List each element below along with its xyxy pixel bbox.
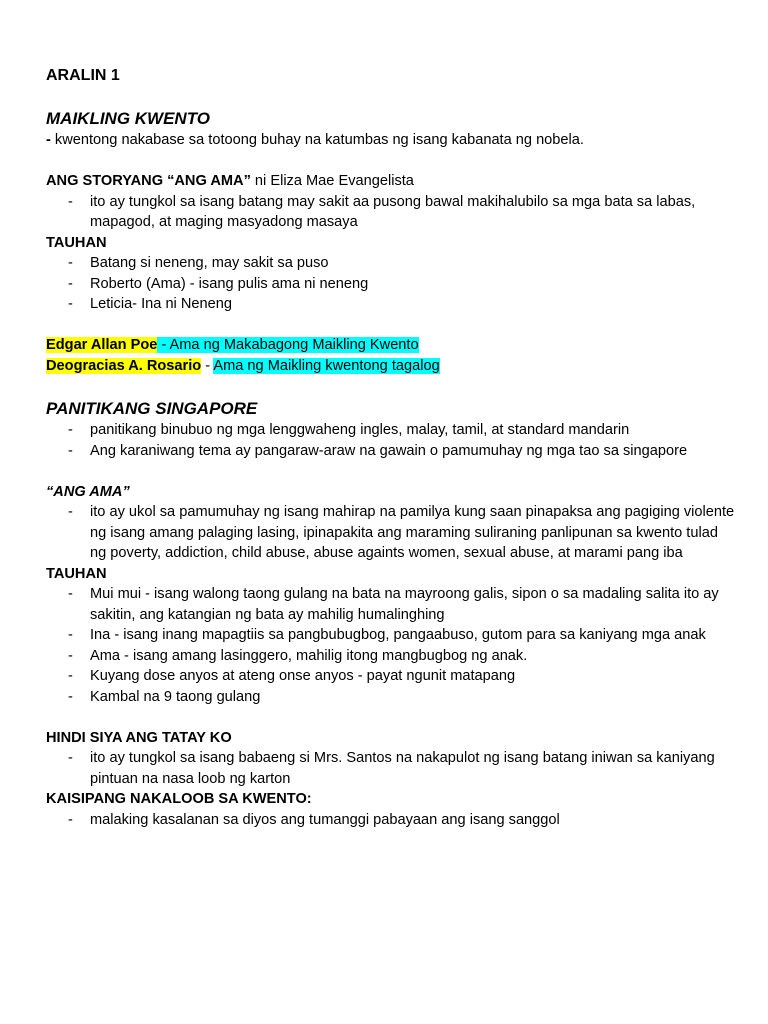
highlight-line-rosario	[46, 356, 736, 377]
list-item	[46, 625, 736, 646]
bullet: -	[68, 647, 73, 664]
page-title: ARALIN 1	[46, 67, 120, 84]
bullet: -	[68, 811, 73, 828]
list-item-text: Leticia- Ina ni Neneng	[90, 296, 232, 312]
list-item	[46, 441, 736, 462]
ang-ama-tauhan-label: TAUHAN	[46, 565, 107, 582]
list-item-text: Batang si neneng, may sakit sa puso	[90, 255, 329, 271]
maikling-kwento-definition	[46, 130, 736, 151]
bullet: -	[68, 296, 73, 312]
ang-storyang-title: ANG STORYANG “ANG AMA”	[46, 173, 251, 189]
definition-text: kwentong nakabase sa totoong buhay na katumbas ng isang kabanata ng nobela.	[50, 132, 584, 148]
panitikang-singapore-heading: PANITIKANG SINGAPORE	[46, 398, 258, 418]
bullet: -	[68, 193, 73, 210]
list-item	[46, 274, 736, 295]
ang-storyang-author: ni Eliza Mae Evangelista	[250, 173, 414, 189]
panitikang-singapore-list	[46, 420, 736, 461]
list-item	[46, 253, 736, 274]
list-item-text: ito ay tungkol sa isang batang may sakit aa pusong bawal makihalubilo sa mga bata sa labas, mapagod, at maging masyadong masaya	[90, 193, 696, 230]
list-item	[46, 687, 736, 708]
list-item	[46, 646, 736, 667]
bullet: -	[68, 422, 73, 438]
list-item	[46, 192, 736, 233]
ang-storyang-tauhan-label: TAUHAN	[46, 234, 107, 251]
list-item	[46, 294, 736, 315]
bullet: -	[68, 255, 73, 271]
list-item-text: ito ay tungkol sa isang babaeng si Mrs. Santos na nakapulot ng isang batang iniwan sa kaniyang pintuan na nasa loob ng karton	[90, 750, 715, 787]
hindi-siya-heading: HINDI SIYA ANG TATAY KO	[46, 729, 232, 746]
highlight-name: Deogracias A. Rosario	[46, 357, 202, 374]
list-item-text: Ina - isang inang mapagtiis sa pangbubugbog, pangaabuso, gutom para sa kaniyang mga anak	[90, 627, 706, 643]
hindi-siya-summary-list	[46, 748, 736, 789]
ang-ama-tauhan-list	[46, 584, 736, 707]
bullet: -	[68, 504, 73, 520]
ang-storyang-summary-list	[46, 192, 736, 233]
list-item-text: Kuyang dose anyos at ateng onse anyos - payat ngunit matapang	[90, 668, 516, 684]
highlight-desc: Ama ng Maikling kwentong tagalog	[213, 357, 440, 374]
list-item	[46, 748, 736, 789]
list-item	[46, 420, 736, 441]
list-item	[46, 666, 736, 687]
list-item-text: Roberto (Ama) - isang pulis ama ni neneng	[90, 275, 369, 292]
list-item	[46, 502, 736, 564]
list-item	[46, 810, 736, 831]
ang-ama-heading: “ANG AMA”	[46, 483, 130, 500]
bullet: -	[68, 688, 73, 705]
highlight-desc: - Ama ng Makabagong Maikling Kwento	[157, 337, 418, 353]
list-item-text: malaking kasalanan sa diyos ang tumanggi pabayaan ang isang sanggol	[90, 811, 560, 828]
bullet: -	[68, 275, 73, 292]
ang-ama-summary-list	[46, 502, 736, 564]
list-item-text: panitikang binubuo ng mga lenggwaheng ingles, malay, tamil, at standard mandarin	[90, 422, 630, 438]
kaisipan-list	[46, 810, 736, 831]
list-item-text: ito ay ukol sa pamumuhay ng isang mahirap na pamilya kung saan pinapaksa ang pagiging violente ng isang amang palaging lasing, ipinapakita ang maraming suliraning panlipunan sa kwento tulad ng poverty, addiction, child abuse, abuse againts women, sexual abuse, at marami pang iba	[90, 504, 735, 561]
document-page	[46, 66, 736, 830]
bullet: -	[68, 627, 73, 643]
definition-dash: -	[46, 132, 51, 148]
bullet: -	[68, 586, 73, 602]
list-item-text: Mui mui - isang walong taong gulang na bata na mayroong galis, sipon o sa madaling salita ito ay sakitin, ang katangian ng bata ay mahilig humalinghing	[90, 586, 719, 623]
bullet: -	[68, 750, 73, 766]
list-item-text: Ama - isang amang lasinggero, mahilig itong mangbugbog ng anak.	[90, 647, 528, 664]
ang-storyang-tauhan-list	[46, 253, 736, 315]
highlight-sep: -	[201, 357, 214, 374]
list-item-text: Kambal na 9 taong gulang	[90, 688, 261, 705]
highlight-line-poe	[46, 335, 736, 356]
highlight-name: Edgar Allan Poe	[46, 337, 158, 353]
list-item	[46, 584, 736, 625]
maikling-kwento-heading: MAIKLING KWENTO	[46, 108, 211, 128]
bullet: -	[68, 442, 73, 459]
kaisipan-label: KAISIPANG NAKALOOB SA KWENTO:	[46, 791, 312, 807]
list-item-text: Ang karaniwang tema ay pangaraw-araw na gawain o pamumuhay ng mga tao sa singapore	[90, 442, 688, 459]
bullet: -	[68, 668, 73, 684]
ang-storyang-title-line	[46, 171, 736, 192]
